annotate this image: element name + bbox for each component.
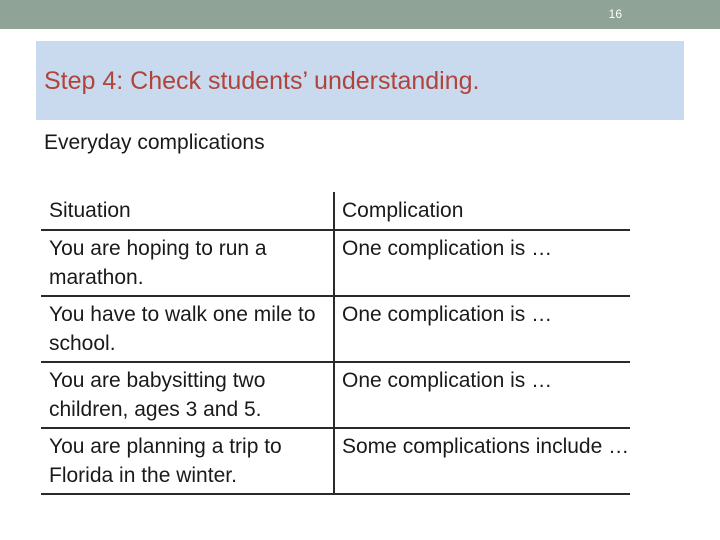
table-row	[41, 296, 630, 362]
slide-subtitle: Everyday complications	[44, 131, 265, 154]
column-header-situation: Situation	[41, 192, 334, 230]
slide-number: 16	[608, 7, 622, 21]
column-header-complication: Complication	[334, 192, 630, 230]
complication-cell: Some complications include …	[334, 428, 630, 494]
table-row	[41, 230, 630, 296]
complication-cell: One complication is …	[334, 296, 630, 362]
table-row	[41, 428, 630, 494]
complication-cell: One complication is …	[334, 362, 630, 428]
situation-cell: You are planning a trip to Florida in the winter.	[41, 428, 334, 494]
situation-cell: You are hoping to run a marathon.	[41, 230, 334, 296]
situation-cell: You are babysitting two children, ages 3 and 5.	[41, 362, 334, 428]
complication-cell: One complication is …	[334, 230, 630, 296]
complications-table	[41, 192, 630, 495]
table-row	[41, 362, 630, 428]
situation-cell: You have to walk one mile to school.	[41, 296, 334, 362]
table-header-row	[41, 192, 630, 230]
slide-title: Step 4: Check students’ understanding.	[44, 67, 480, 95]
title-box	[36, 41, 684, 120]
top-bar	[0, 0, 720, 29]
